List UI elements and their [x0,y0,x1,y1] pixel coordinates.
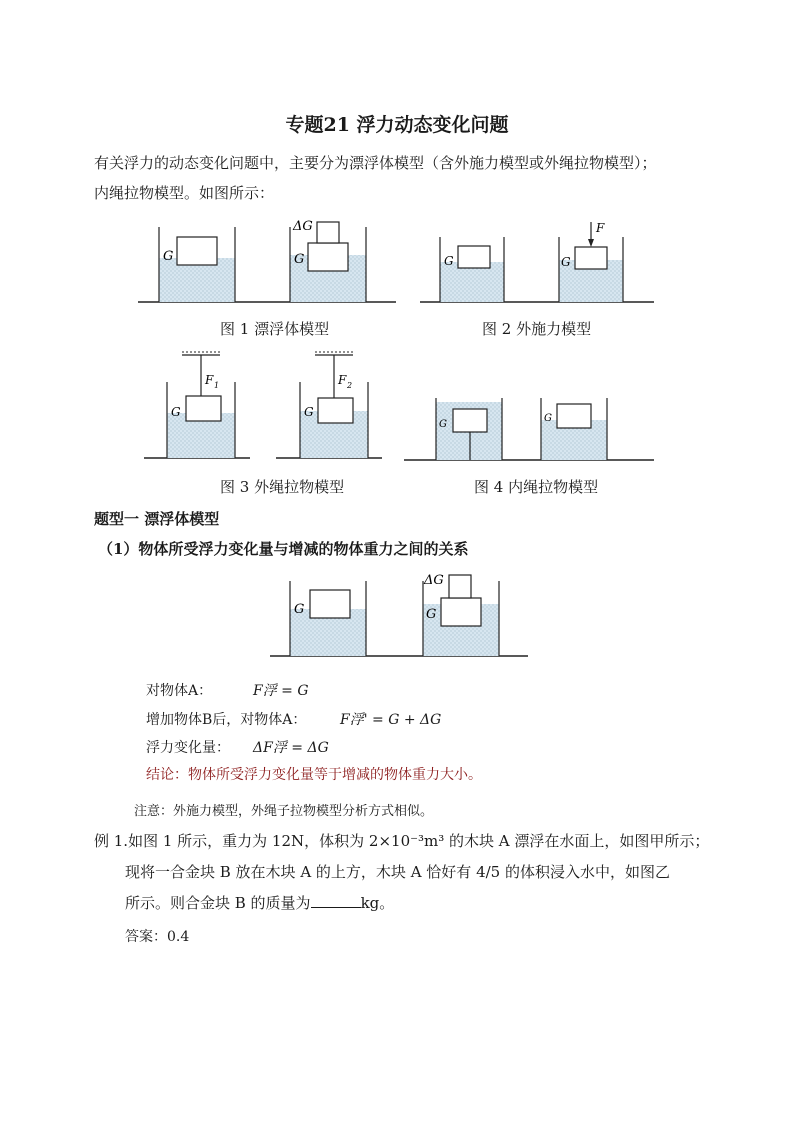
derivation-row1-formula: F浮 = G [253,683,309,699]
fig4-G-right: G [544,413,552,424]
intro-line-1: 有关浮力的动态变化问题中，主要分为漂浮体模型（含外施力模型或外绳拉物模型）； [94,154,657,172]
caption-fig4: 图 4 内绳拉物模型 [474,478,599,496]
derivation-row3-formula: ΔF浮 = ΔG [253,740,329,756]
fig1-deltaG: ΔG [293,219,313,234]
caption-fig3: 图 3 外绳拉物模型 [220,478,345,496]
caption-fig2: 图 2 外施力模型 [482,320,592,338]
fig5-deltaG: ΔG [424,573,444,588]
fig3-F1-sub: 1 [214,381,220,390]
fig2-F: F [596,221,605,235]
fig3-F1: F [205,373,214,387]
conclusion: 结论：物体所受浮力变化量等于增减的物体重力大小。 [146,767,482,783]
fig2-G-right: G [561,255,571,269]
fig1-G-right: G [294,252,305,267]
fig3-F2: F [338,373,347,387]
fig4-G-left: G [439,419,447,430]
fig3-F2-sub: 2 [347,381,353,390]
fig3-G-left: G [171,405,181,419]
intro-line-2: 内绳拉物模型。如图所示： [94,184,275,202]
example-line-3 [125,892,394,913]
derivation-row2-formula: F浮' = G + ΔG [340,712,442,728]
note: 注意：外施力模型，外绳子拉物模型分析方式相似。 [134,804,434,819]
derivation-row3-label: 浮力变化量： [146,740,230,756]
fig5-G-left: G [294,602,305,617]
example-line-1: 例 1.如图 1 所示，重力为 12N，体积为 2×10⁻³m³ 的木块 A 漂浮在水面上，如图甲所示； [94,832,710,850]
answer-blank[interactable] [311,893,361,908]
example-line-2: 现将一合金块 B 放在木块 A 的上方，木块 A 恰好有 4/5 的体积浸入水中，如图乙 [125,863,670,881]
answer: 答案：0.4 [125,929,190,945]
sub-heading: （1）物体所受浮力变化量与增减的物体重力之间的关系 [98,540,469,558]
section-heading: 题型一 漂浮体模型 [94,510,220,528]
example-line-3-before: 所示。则合金块 B 的质量为 [125,894,311,912]
derivation-row1-label: 对物体A： [146,683,213,699]
document-title: 专题21 浮力动态变化问题 [285,114,509,136]
caption-fig1: 图 1 漂浮体模型 [220,320,330,338]
fig2-G-left: G [444,254,454,268]
fig3-G-right: G [304,405,314,419]
fig1-G-left: G [163,249,174,264]
derivation-row2-label: 增加物体B后，对物体A： [146,712,307,728]
example-line-3-after: kg。 [360,894,395,912]
fig5-G-right: G [426,607,437,622]
